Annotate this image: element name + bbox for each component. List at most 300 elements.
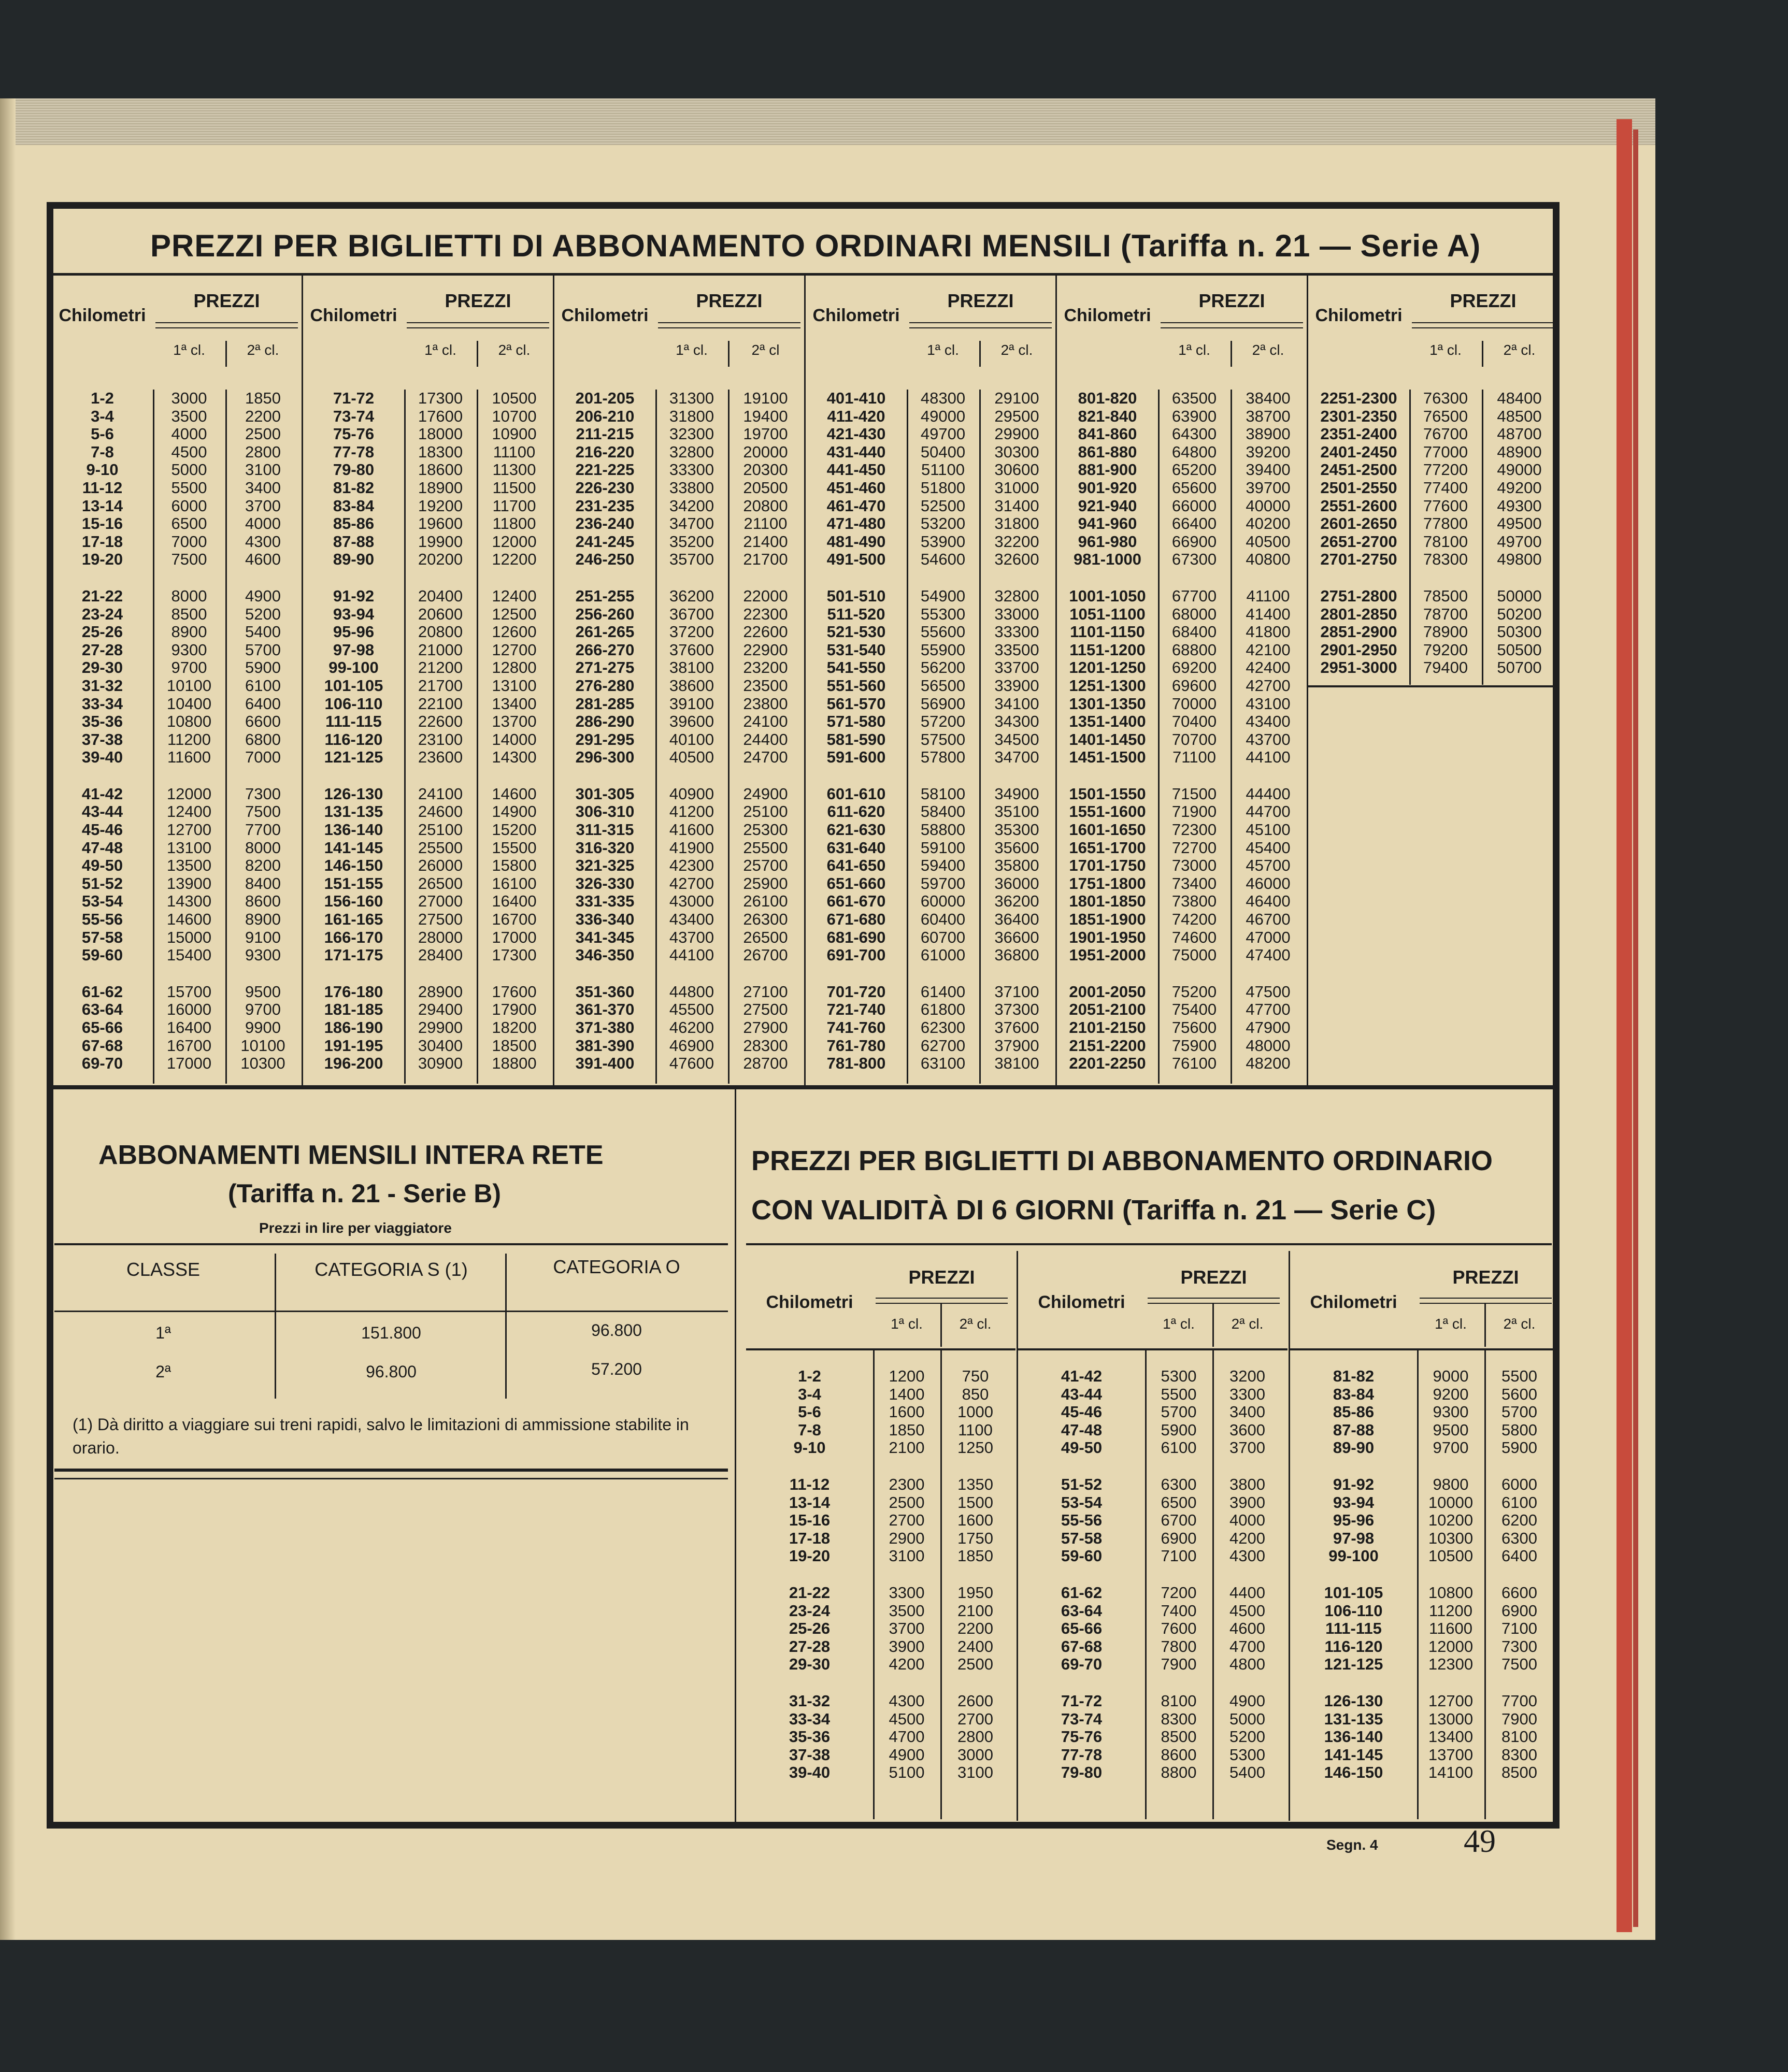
tariff-b-header-classe: CLASSE [126, 1259, 201, 1280]
tariff-a-price-1st: 20200 [418, 550, 463, 569]
tariff-a-header-1st: 1ª cl. [676, 342, 708, 358]
row-gap [1290, 1565, 1417, 1584]
row-gap [806, 767, 907, 785]
tariff-a-km-cell: 581-590 [826, 730, 886, 749]
tariff-c-price-1st: 8300 [1161, 1709, 1197, 1728]
tariff-c-header-prezzi: PREZZI [1180, 1267, 1247, 1288]
tariff-c-price-2nd: 8100 [1501, 1728, 1537, 1746]
tariff-a-price-2nd: 46000 [1246, 874, 1291, 893]
tariff-a-price-1st: 70700 [1171, 730, 1217, 749]
tariff-a-price-2nd: 36400 [994, 910, 1039, 929]
tariff-a-km-cell: 1851-1900 [1069, 910, 1146, 929]
tariff-c-price-1st: 7100 [1161, 1547, 1197, 1565]
tariff-b-caption: Prezzi in lire per viaggiatore [259, 1220, 452, 1236]
tariff-c-price-1st: 8800 [1161, 1763, 1197, 1782]
tariff-a-price-2nd: 26100 [743, 892, 788, 911]
tariff-a-price-1st: 12700 [166, 821, 212, 839]
tariff-a-price-1st: 23600 [418, 748, 463, 767]
tariff-c-price-1st: 12300 [1428, 1655, 1474, 1674]
tariff-c-price-2nd: 5000 [1229, 1709, 1265, 1728]
tariff-a-km-cell: 1-2 [91, 389, 114, 407]
tariff-c-price-1st: 9300 [1433, 1403, 1469, 1421]
tariff-a-price-1st: 33300 [669, 461, 714, 479]
tariff-a-price-1st: 30400 [418, 1036, 463, 1055]
tariff-a-price-1st: 23100 [418, 730, 463, 749]
tariff-a-price-2nd: 5900 [245, 658, 281, 677]
tariff-c-price-1st: 7200 [1161, 1583, 1197, 1602]
tariff-c-header-rule [1290, 1348, 1560, 1350]
tariff-a-price-1st: 34700 [669, 514, 714, 533]
tariff-a-price-2nd: 33500 [994, 640, 1039, 659]
tariff-a-km-cell: 2201-2250 [1069, 1054, 1146, 1073]
tariff-a-price-2nd: 47000 [1246, 928, 1291, 946]
tariff-a-price-2nd: 45100 [1246, 821, 1291, 839]
tariff-a-km-cell: 196-200 [324, 1054, 383, 1073]
row-gap [728, 767, 803, 785]
tariff-a-km-cell: 701-720 [826, 982, 886, 1001]
tariff-c-price-2nd: 3000 [957, 1745, 993, 1764]
tariff-c-price-2nd: 6300 [1501, 1529, 1537, 1547]
tariff-a-price-2nd: 23800 [743, 694, 788, 713]
tariff-a-price-1st: 66000 [1171, 496, 1217, 515]
tariff-c-group-3 [1290, 1251, 1560, 1821]
tariff-c-km-cell: 121-125 [1324, 1655, 1383, 1674]
tariff-c-km-cell: 7-8 [798, 1420, 821, 1439]
tariff-a-km-cell: 901-920 [1078, 478, 1137, 497]
tariff-a-price-2nd: 8600 [245, 892, 281, 911]
tariff-a-km-cell: 29-30 [81, 658, 123, 677]
row-gap [873, 1565, 940, 1584]
tariff-a-km-cell: 2401-2450 [1320, 442, 1397, 461]
tariff-c-km-cell: 83-84 [1333, 1385, 1375, 1403]
tariff-a-price-2nd: 7000 [245, 748, 281, 767]
tariff-a-km-cell: 1301-1350 [1069, 694, 1146, 713]
tariff-a-price-1st: 78500 [1423, 586, 1468, 605]
tariff-a-price-1st: 14300 [166, 892, 212, 911]
tariff-c-subtitle: CON VALIDITÀ DI 6 GIORNI (Tariffa n. 21 — Serie C) [751, 1195, 1436, 1226]
tariff-c-price-1st: 7900 [1161, 1655, 1197, 1674]
tariff-a-price-1st: 16000 [166, 1000, 212, 1019]
tariff-a-km-cell: 341-345 [575, 928, 635, 946]
row-gap [554, 569, 655, 587]
tariff-a-price-2nd: 41100 [1246, 586, 1290, 605]
row-gap [1057, 569, 1158, 587]
tariff-a-price-2nd: 6600 [245, 712, 281, 731]
tariff-a-bottom-rule [52, 1085, 1554, 1089]
tariff-c-km-cell: 15-16 [789, 1511, 831, 1530]
tariff-a-price-1st: 24100 [418, 784, 463, 803]
tariff-a-header-2nd: 2ª cl [751, 342, 780, 358]
tariff-a-price-2nd: 22600 [743, 623, 788, 641]
tariff-b-header-cat-o: CATEGORIA O [553, 1256, 680, 1277]
tariff-c-km-cell: 19-20 [789, 1547, 831, 1565]
tariff-a-price-2nd: 25500 [743, 838, 788, 857]
tariff-a-price-2nd: 7300 [245, 784, 281, 803]
tariff-a-price-1st: 49700 [920, 425, 966, 443]
tariff-a-price-2nd: 4300 [245, 532, 281, 551]
tariff-c-group-2 [1018, 1251, 1288, 1821]
row-gap [728, 569, 803, 587]
tariff-a-km-cell: 166-170 [324, 928, 383, 946]
tariff-c-km-cell: 131-135 [1324, 1709, 1383, 1728]
tariff-a-header-2nd: 2ª cl. [1503, 342, 1536, 358]
tariff-c-col-rule [940, 1350, 942, 1819]
tariff-a-price-1st: 54600 [920, 550, 966, 569]
tariff-a-group-3 [554, 275, 806, 1083]
tariff-a-price-1st: 48300 [920, 389, 966, 407]
tariff-a-price-2nd: 4900 [245, 586, 281, 605]
tariff-a-price-2nd: 48200 [1246, 1054, 1291, 1073]
tariff-c-price-2nd: 6600 [1501, 1583, 1537, 1602]
row-gap [1484, 1674, 1554, 1692]
tariff-a-price-2nd: 20300 [743, 461, 788, 479]
tariff-a-km-cell: 1601-1650 [1069, 821, 1146, 839]
tariff-a-price-2nd: 40500 [1246, 532, 1291, 551]
tariff-c-km-cell: 59-60 [1061, 1547, 1103, 1565]
tariff-a-km-cell: 336-340 [575, 910, 635, 929]
tariff-a-price-1st: 57200 [920, 712, 966, 731]
tariff-a-price-2nd: 17300 [492, 946, 537, 965]
tariff-c-price-1st: 8600 [1161, 1745, 1197, 1764]
tariff-c-km-cell: 43-44 [1061, 1385, 1103, 1403]
tariff-a-price-2nd: 14600 [492, 784, 537, 803]
tariff-c-header-km: Chilometri [1038, 1292, 1125, 1312]
tariff-a-price-1st: 64300 [1171, 425, 1217, 443]
tariff-c-price-1st: 1600 [889, 1403, 925, 1421]
tariff-a-header-divider [1231, 341, 1232, 367]
tariff-a-km-cell: 801-820 [1078, 389, 1137, 407]
row-gap [907, 965, 979, 983]
tariff-a-price-1st: 25100 [418, 821, 463, 839]
tariff-a-price-1st: 66400 [1171, 514, 1217, 533]
tariff-a-price-1st: 63500 [1171, 389, 1217, 407]
tariff-a-price-2nd: 25900 [743, 874, 788, 893]
tariff-c-col-rule [1484, 1350, 1486, 1819]
tariff-a-price-1st: 55900 [920, 640, 966, 659]
tariff-a-price-2nd: 6100 [245, 676, 281, 695]
tariff-a-km-cell: 346-350 [575, 946, 635, 965]
tariff-c-price-2nd: 1850 [957, 1547, 993, 1565]
tariff-a-price-2nd: 10900 [492, 425, 537, 443]
tariff-a-km-cell: 221-225 [575, 461, 635, 479]
tariff-a-price-2nd: 40800 [1246, 550, 1291, 569]
tariff-a-km-cell: 311-315 [576, 821, 634, 839]
row-gap [1018, 1674, 1145, 1692]
tariff-a-price-2nd: 40000 [1246, 496, 1291, 515]
tariff-c-price-1st: 9700 [1433, 1438, 1469, 1457]
tariff-b-bottom-rule [54, 1469, 728, 1472]
tariff-a-km-cell: 69-70 [81, 1054, 123, 1073]
tariff-c-km-cell: 101-105 [1324, 1583, 1383, 1602]
tariff-a-price-2nd: 34100 [994, 694, 1039, 713]
tariff-c-price-1st: 4700 [889, 1728, 925, 1746]
tariff-a-price-1st: 49000 [920, 407, 966, 425]
tariff-a-price-2nd: 4000 [245, 514, 281, 533]
tariff-a-price-2nd: 16100 [492, 874, 537, 893]
tariff-a-km-cell: 401-410 [826, 389, 886, 407]
tariff-a-price-2nd: 8000 [245, 838, 281, 857]
tariff-c-col-2nd [1484, 1368, 1554, 1782]
tariff-c-km-cell: 53-54 [1061, 1493, 1103, 1512]
tariff-a-col-1st [404, 390, 477, 1073]
tariff-a-price-1st: 70400 [1171, 712, 1217, 731]
tariff-a-km-cell: 266-270 [575, 640, 635, 659]
row-gap [1417, 1674, 1484, 1692]
row-gap [225, 569, 301, 587]
tariff-a-price-1st: 70000 [1171, 694, 1217, 713]
tariff-a-price-2nd: 27100 [743, 982, 788, 1001]
tariff-a-price-1st: 64800 [1171, 442, 1217, 461]
tariff-a-price-2nd: 50500 [1497, 640, 1542, 659]
row-gap [746, 1674, 873, 1692]
tariff-a-price-2nd: 5700 [245, 640, 281, 659]
tariff-a-price-2nd: 24700 [743, 748, 788, 767]
tariff-a-price-1st: 39600 [669, 712, 714, 731]
tariff-a-header-divider [225, 341, 227, 367]
tariff-a-price-1st: 58800 [920, 821, 966, 839]
tariff-a-price-1st: 44800 [669, 982, 714, 1001]
tariff-c-km-cell: 81-82 [1333, 1367, 1375, 1385]
tariff-a-km-cell: 161-165 [324, 910, 383, 929]
tariff-a-km-cell: 27-28 [81, 640, 123, 659]
tariff-b-row-1-cat-o: 96.800 [591, 1321, 642, 1340]
tariff-b-subtitle: (Tariffa n. 21 - Serie B) [228, 1179, 501, 1208]
page-stack-edge [0, 98, 1655, 145]
tariff-a-price-2nd: 1850 [245, 389, 281, 407]
tariff-a-km-cell: 181-185 [324, 1000, 383, 1019]
tariff-a-price-1st: 57500 [920, 730, 966, 749]
tariff-a-km-cell: 37-38 [81, 730, 123, 749]
tariff-a-col-2nd [225, 390, 301, 1073]
tariff-b-row-1-cat-s: 151.800 [361, 1323, 421, 1342]
tariff-c-price-2nd: 4300 [1229, 1547, 1265, 1565]
tariff-a-col-1st [153, 390, 225, 1073]
bottom-divider [735, 1089, 736, 1823]
tariff-c-price-1st: 10300 [1428, 1529, 1474, 1547]
tariff-a-price-1st: 71100 [1172, 748, 1216, 767]
tariff-c-price-2nd: 2100 [957, 1601, 993, 1620]
tariff-a-price-1st: 10100 [166, 676, 212, 695]
tariff-a-price-1st: 52500 [920, 496, 966, 515]
tariff-a-km-cell: 146-150 [324, 856, 383, 875]
tariff-a-price-1st: 72700 [1171, 838, 1217, 857]
tariff-a-price-1st: 65600 [1171, 478, 1217, 497]
tariff-a-km-cell: 2651-2700 [1320, 532, 1397, 551]
tariff-a-price-2nd: 41400 [1246, 605, 1291, 623]
tariff-a-price-2nd: 44400 [1246, 784, 1291, 803]
tariff-a-price-1st: 63900 [1171, 407, 1217, 425]
tariff-c-price-2nd: 7100 [1501, 1619, 1537, 1638]
tariff-c-price-1st: 7600 [1161, 1619, 1197, 1638]
tariff-a-km-cell: 251-255 [575, 586, 635, 605]
tariff-a-km-cell: 621-630 [826, 821, 886, 839]
tariff-a-price-2nd: 13700 [492, 712, 537, 731]
tariff-a-km-cell: 1001-1050 [1069, 586, 1146, 605]
tariff-a-price-1st: 33800 [669, 478, 714, 497]
tariff-a-price-2nd: 16400 [492, 892, 537, 911]
tariff-a-km-cell: 151-155 [324, 874, 383, 893]
tariff-a-price-1st: 73400 [1171, 874, 1217, 893]
tariff-a-price-2nd: 20500 [743, 478, 788, 497]
tariff-a-price-2nd: 31000 [994, 478, 1039, 497]
tariff-a-header-2nd: 2ª cl. [247, 342, 279, 358]
tariff-a-price-2nd: 9900 [245, 1018, 281, 1037]
tariff-a-header-divider [1482, 341, 1483, 367]
tariff-a-price-2nd: 7700 [245, 821, 281, 839]
tariff-c-price-1st: 4200 [889, 1655, 925, 1674]
row-gap [404, 767, 477, 785]
tariff-c-col-rule [1417, 1350, 1419, 1819]
tariff-a-col-rule [655, 390, 657, 1084]
tariff-a-price-1st: 75400 [1171, 1000, 1217, 1019]
tariff-a-price-2nd: 42400 [1246, 658, 1291, 677]
tariff-a-price-1st: 21000 [418, 640, 463, 659]
tariff-a-header-1st: 1ª cl. [927, 342, 959, 358]
tariff-a-km-cell: 61-62 [81, 982, 123, 1001]
tariff-c-km-cell: 3-4 [798, 1385, 821, 1403]
tariff-a-price-2nd: 26700 [743, 946, 788, 965]
tariff-a-km-cell: 671-680 [826, 910, 886, 929]
tariff-a-price-1st: 54900 [920, 586, 966, 605]
row-gap [1018, 1565, 1145, 1584]
tariff-a-col-rule [404, 390, 406, 1084]
tariff-a-price-1st: 76500 [1423, 407, 1468, 425]
tariff-a-km-cell: 351-360 [575, 982, 635, 1001]
tariff-b-vline-2 [505, 1254, 507, 1399]
row-gap [1158, 965, 1231, 983]
tariff-c-price-1st: 8100 [1161, 1691, 1197, 1710]
tariff-a-price-2nd: 22000 [743, 586, 788, 605]
tariff-b-footnote: (1) Dà diritto a viaggiare sui treni rapidi, salvo le limitazioni di ammissione stabilite in orario. [73, 1415, 689, 1457]
tariff-a-km-cell: 2051-2100 [1069, 1000, 1146, 1019]
tariff-a-km-cell: 276-280 [575, 676, 635, 695]
tariff-a-price-2nd: 19100 [743, 389, 788, 407]
tariff-a-price-2nd: 14000 [492, 730, 537, 749]
tariff-a-group-2 [303, 275, 554, 1083]
tariff-c-col-rule [873, 1350, 875, 1819]
tariff-a-price-1st: 76100 [1171, 1054, 1217, 1073]
tariff-c-price-1st: 10800 [1428, 1583, 1474, 1602]
tariff-a-price-2nd: 4600 [245, 550, 281, 569]
tariff-a-price-2nd: 35800 [994, 856, 1039, 875]
tariff-a-header-prezzi: PREZZI [696, 290, 763, 311]
tariff-c-header-km: Chilometri [766, 1292, 853, 1312]
tariff-b-header-rule [54, 1311, 728, 1312]
tariff-a-price-1st: 78100 [1423, 532, 1468, 551]
tariff-c-price-2nd: 3700 [1229, 1438, 1265, 1457]
tariff-a-price-2nd: 49300 [1497, 496, 1542, 515]
tariff-a-col-rule [728, 390, 729, 1084]
tariff-a-km-cell: 881-900 [1078, 461, 1137, 479]
tariff-a-price-2nd: 5400 [245, 623, 281, 641]
tariff-c-price-1st: 11600 [1429, 1619, 1472, 1638]
tariff-a-km-cell: 25-26 [81, 623, 123, 641]
page-number: 49 [1464, 1824, 1496, 1859]
tariff-a-km-cell: 116-120 [324, 730, 383, 749]
tariff-a-km-cell: 1901-1950 [1069, 928, 1146, 946]
row-gap [1484, 1457, 1554, 1476]
tariff-a-km-cell: 106-110 [324, 694, 383, 713]
row-gap [940, 1565, 1010, 1584]
tariff-a-price-1st: 16400 [166, 1018, 212, 1037]
tariff-a-col-rule [1482, 390, 1483, 685]
tariff-a-price-2nd: 2200 [245, 407, 281, 425]
tariff-c-km-cell: 77-78 [1061, 1745, 1103, 1764]
tariff-a-header-2nd: 2ª cl. [1000, 342, 1033, 358]
tariff-c-price-1st: 3900 [889, 1637, 925, 1656]
tariff-a-km-cell: 841-860 [1078, 425, 1137, 443]
tariff-c-price-2nd: 2600 [957, 1691, 993, 1710]
tariff-a-price-1st: 60000 [920, 892, 966, 911]
tariff-a-price-2nd: 21700 [743, 550, 788, 569]
tariff-a-price-1st: 32300 [669, 425, 714, 443]
tariff-a-col-km [303, 390, 404, 1073]
tariff-a-price-1st: 56500 [920, 676, 966, 695]
tariff-c-km-cell: 55-56 [1061, 1511, 1103, 1530]
tariff-a-price-1st: 41600 [669, 821, 714, 839]
tariff-a-price-1st: 41900 [669, 838, 714, 857]
tariff-a-km-cell: 271-275 [575, 658, 635, 677]
row-gap [1409, 569, 1482, 587]
tariff-a-km-cell: 231-235 [575, 496, 635, 515]
tariff-b-row-1-classe: 1ª [155, 1323, 171, 1342]
tariff-a-price-1st: 69600 [1171, 676, 1217, 695]
tariff-a-price-1st: 72300 [1171, 821, 1217, 839]
tariff-a-price-1st: 4500 [171, 442, 207, 461]
tariff-a-km-cell: 2351-2400 [1320, 425, 1397, 443]
tariff-a-price-2nd: 38700 [1246, 407, 1291, 425]
tariff-a-km-cell: 286-290 [575, 712, 635, 731]
tariff-c-km-cell: 97-98 [1333, 1529, 1375, 1547]
tariff-a-price-1st: 75200 [1171, 982, 1217, 1001]
tariff-a-price-1st: 15400 [166, 946, 212, 965]
tariff-a-price-2nd: 37300 [994, 1000, 1039, 1019]
tariff-a-price-2nd: 46400 [1246, 892, 1291, 911]
row-gap [153, 965, 225, 983]
row-gap [1231, 569, 1306, 587]
tariff-c-col-1st [1145, 1368, 1212, 1782]
tariff-c-km-cell: 61-62 [1061, 1583, 1103, 1602]
tariff-a-km-cell: 41-42 [81, 784, 123, 803]
tariff-c-price-2nd: 1600 [957, 1511, 993, 1530]
tariff-a-price-1st: 10800 [166, 712, 212, 731]
tariff-a-price-1st: 31800 [669, 407, 714, 425]
tariff-c-col-1st [1417, 1368, 1484, 1782]
tariff-c-price-1st: 5300 [1161, 1367, 1197, 1385]
tariff-a-price-2nd: 24100 [743, 712, 788, 731]
tariff-a-price-1st: 28000 [418, 928, 463, 946]
tariff-c-price-2nd: 5800 [1501, 1420, 1537, 1439]
tariff-a-price-1st: 76300 [1423, 389, 1468, 407]
tariff-a-km-cell: 156-160 [324, 892, 383, 911]
tariff-a-header-prezzi: PREZZI [193, 290, 260, 311]
tariff-a-price-1st: 69200 [1171, 658, 1217, 677]
tariff-a-km-cell: 2501-2550 [1320, 478, 1397, 497]
tariff-a-km-cell: 171-175 [324, 946, 383, 965]
tariff-c-col-rule [1145, 1350, 1147, 1819]
tariff-a-price-1st: 55600 [920, 623, 966, 641]
tariff-b-header-cat-s: CATEGORIA S (1) [314, 1259, 468, 1280]
tariff-a-price-1st: 40100 [669, 730, 714, 749]
tariff-a-price-1st: 22600 [418, 712, 463, 731]
tariff-a-price-1st: 27500 [418, 910, 463, 929]
tariff-a-price-2nd: 14900 [492, 802, 537, 821]
tariff-c-price-2nd: 5500 [1501, 1367, 1537, 1385]
row-gap [979, 965, 1054, 983]
tariff-b-row-2-cat-o: 57.200 [591, 1360, 642, 1378]
tariff-a-km-cell: 291-295 [575, 730, 635, 749]
tariff-a-km-cell: 256-260 [575, 605, 635, 623]
